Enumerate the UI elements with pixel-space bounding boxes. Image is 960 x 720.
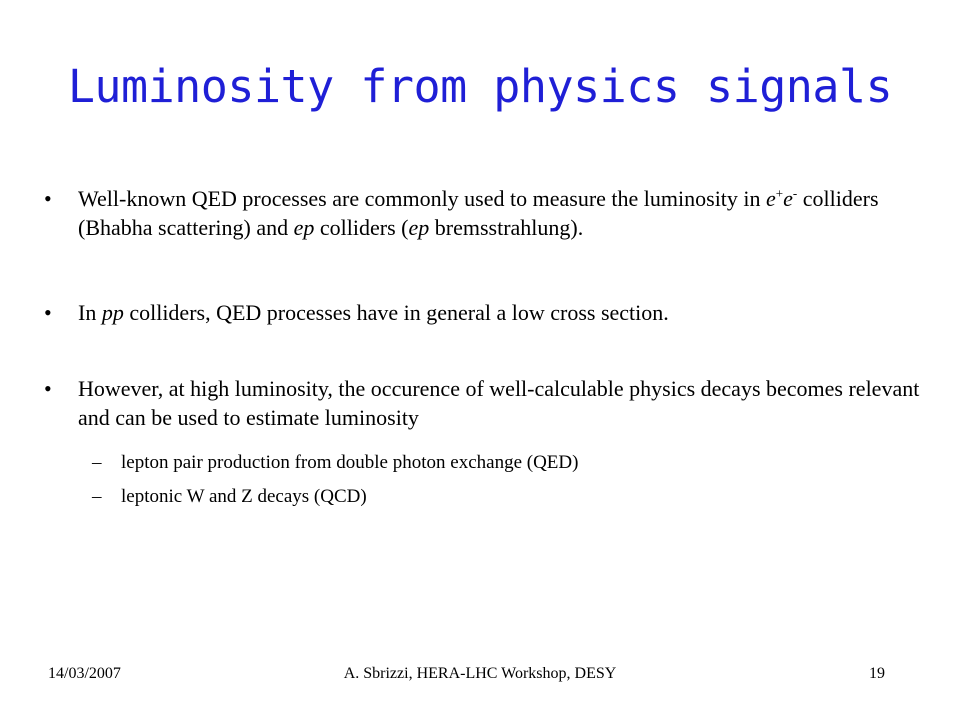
bullet-item-high-luminosity [44, 374, 934, 514]
sub-bullet-item [78, 446, 934, 480]
footer-author: A. Sbrizzi, HERA-LHC Workshop, DESY [343, 665, 617, 682]
bullet-text: In pp colliders, QED processes have in general a low cross section. [78, 300, 669, 325]
bullet-marker: • [44, 300, 52, 325]
dash-marker: – [92, 452, 102, 473]
dash-marker: – [92, 486, 102, 507]
sub-bullet-text: leptonic W and Z decays (QCD) [121, 486, 367, 507]
bullet-item-pp-colliders [44, 298, 934, 327]
slide-title: Luminosity from physics signals [67, 60, 893, 113]
footer-page-number: 19 [869, 665, 885, 682]
sub-bullet-list [78, 446, 934, 514]
bullet-text: Well-known QED processes are commonly used to measure the luminosity in e+e- colliders (Bhabha scattering) and ep colliders (ep bremsstrahlung). [78, 185, 879, 240]
bullet-item-qed-processes [44, 184, 934, 242]
footer-date: 14/03/2007 [48, 665, 121, 682]
bullet-marker: • [44, 186, 52, 211]
bullet-marker: • [44, 376, 52, 401]
sub-bullet-item [78, 480, 934, 514]
bullet-text: However, at high luminosity, the occurence of well-calculable physics decays becomes relevant and can be used to estimate luminosity [78, 376, 920, 430]
sub-bullet-text: lepton pair production from double photon exchange (QED) [121, 452, 579, 473]
